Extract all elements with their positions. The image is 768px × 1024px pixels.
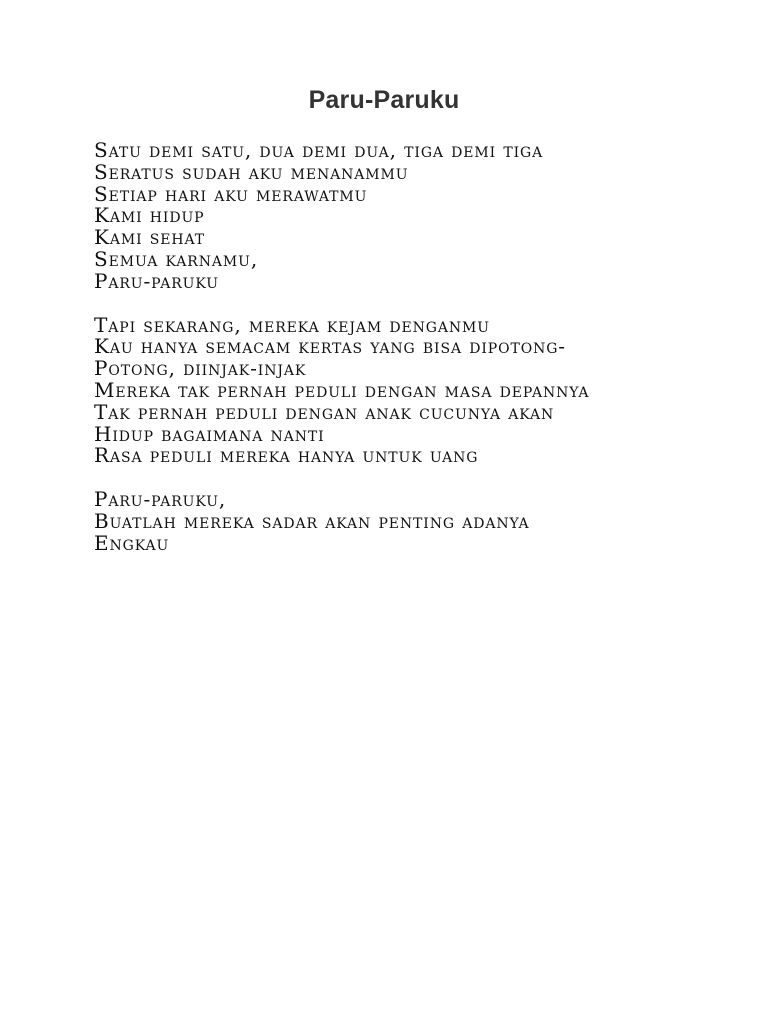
poem-line: Engkau [94,530,170,555]
poem-line: Hidup bagaimana nanti [94,421,325,446]
poem-line: Setiap hari aku merawatmu [94,181,368,206]
poem-line: Paru-paruku, [94,487,227,512]
poem-line: Paru-paruku [94,268,219,293]
poem-line: Mereka tak pernah peduli dengan masa depannya [94,377,590,402]
poem-line: Potong, diinjak-injak [94,356,307,381]
poem-body [94,140,694,577]
poem-line: Tak pernah peduli dengan anak cucunya akan [94,399,555,424]
poem-line: Semua karnamu, [94,246,259,271]
poem-line: Kau hanya semacam kertas yang bisa dipotong- [94,334,566,359]
poem-line: Kami sehat [94,225,205,250]
page-title: Paru-Paruku [308,86,460,114]
stanza-2 [94,312,694,468]
stanza-3 [94,489,694,554]
poem-line: Seratus sudah aku menanammu [94,159,409,184]
poem-line: Tapi sekarang, mereka kejam denganmu [94,312,490,337]
poem-line: Satu demi satu, dua demi dua, tiga demi tiga [94,138,544,162]
poem-line: Rasa peduli mereka hanya untuk uang [94,443,479,468]
poem-line: Kami hidup [94,203,205,228]
poem-line: Buatlah mereka sadar akan penting adanya [94,508,530,533]
stanza-1 [94,140,694,293]
